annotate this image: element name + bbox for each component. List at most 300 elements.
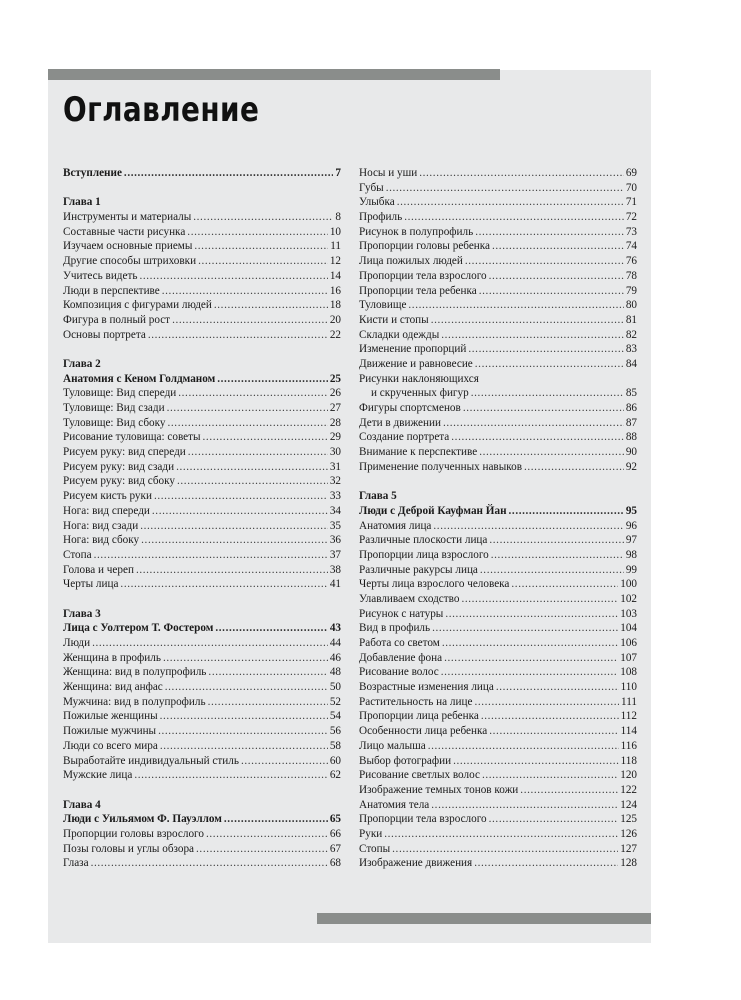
toc-dot-leader xyxy=(392,842,618,857)
toc-dot-leader xyxy=(167,401,328,416)
toc-entry[interactable] xyxy=(359,416,637,431)
toc-entry-title: Улавливаем сходство xyxy=(359,592,460,605)
toc-entry-title: Улыбка xyxy=(359,196,395,209)
toc-entry[interactable] xyxy=(63,812,341,827)
toc-entry-page: 18 xyxy=(329,299,341,312)
toc-entry-page: 74 xyxy=(625,240,637,253)
toc-dot-leader xyxy=(520,783,618,798)
toc-dot-leader xyxy=(172,313,328,328)
toc-entry-title: Женщина: вид анфас xyxy=(63,681,163,694)
toc-entry[interactable] xyxy=(359,313,637,328)
toc-entry-title: Туловище: Вид спереди xyxy=(63,387,177,400)
toc-dot-leader xyxy=(193,210,333,225)
toc-dot-leader xyxy=(465,254,624,269)
toc-entry[interactable] xyxy=(359,533,637,548)
toc-entry[interactable] xyxy=(359,386,637,401)
toc-entry[interactable] xyxy=(63,621,341,636)
toc-dot-leader xyxy=(474,695,619,710)
toc-dot-leader xyxy=(431,798,618,813)
toc-entry[interactable] xyxy=(359,225,637,240)
toc-entry-title: Анатомия лица xyxy=(359,519,432,532)
toc-entry[interactable] xyxy=(63,372,341,387)
toc-entry-title: Рисуем руку: вид сбоку xyxy=(63,475,175,488)
toc-entry-title: Добавление фона xyxy=(359,651,443,664)
toc-entry-title: Учитесь видеть xyxy=(63,269,138,282)
toc-entry[interactable] xyxy=(359,695,637,710)
toc-dot-leader xyxy=(468,342,623,357)
toc-dot-leader xyxy=(215,621,327,636)
toc-entry[interactable] xyxy=(63,166,341,181)
toc-entry-title: Рисунки наклоняющихся xyxy=(359,372,479,385)
toc-entry[interactable] xyxy=(359,254,637,269)
toc-entry-page: 86 xyxy=(625,402,637,414)
toc-entry-page: 97 xyxy=(625,534,637,547)
toc-entry[interactable] xyxy=(359,607,637,622)
toc-entry[interactable] xyxy=(63,298,341,313)
toc-entry-title: Составные части рисунка xyxy=(63,225,186,238)
toc-dot-leader xyxy=(176,460,328,475)
toc-dot-leader xyxy=(188,445,328,460)
toc-entry-page: 78 xyxy=(625,269,637,282)
toc-entry[interactable] xyxy=(63,474,341,489)
toc-entry[interactable] xyxy=(359,401,637,416)
toc-dot-leader xyxy=(214,298,328,313)
toc-entry[interactable] xyxy=(359,269,637,284)
toc-entry-page: 107 xyxy=(620,651,637,664)
toc-entry-page: 46 xyxy=(329,651,341,664)
toc-entry-page: 126 xyxy=(620,827,637,840)
toc-entry-page: 106 xyxy=(620,637,637,649)
toc-entry[interactable] xyxy=(359,460,637,475)
section-gap xyxy=(63,342,341,357)
toc-entry-title: Рисунок в полупрофиль xyxy=(359,225,474,238)
toc-entry-title: Нога: вид сзади xyxy=(63,519,139,532)
toc-entry-page: 68 xyxy=(329,857,341,870)
toc-entry[interactable] xyxy=(359,445,637,460)
toc-entry-page: 124 xyxy=(620,798,637,811)
toc-entry[interactable] xyxy=(359,284,637,299)
toc-entry-title: Носы и уши xyxy=(359,167,418,179)
toc-dot-leader xyxy=(442,636,618,651)
toc-entry-title: Пропорции тела взрослого xyxy=(359,269,487,282)
toc-entry[interactable] xyxy=(359,621,637,636)
toc-entry[interactable] xyxy=(63,430,341,445)
toc-entry-title: Выработайте индивидуальный стиль xyxy=(63,754,239,767)
toc-entry-title: Особенности лица ребенка xyxy=(359,725,488,738)
toc-entry-title: Вступление xyxy=(63,167,122,179)
toc-entry-page: 56 xyxy=(329,725,341,738)
toc-entry-page: 128 xyxy=(620,857,637,870)
toc-entry[interactable] xyxy=(359,239,637,254)
toc-entry-title: Мужские лица xyxy=(63,769,133,782)
toc-entry[interactable] xyxy=(63,460,341,475)
toc-entry[interactable] xyxy=(63,665,341,680)
toc-entry-page: 36 xyxy=(329,534,341,547)
toc-entry-title: Руки xyxy=(359,827,383,840)
toc-entry-title: Голова и череп xyxy=(63,563,134,576)
toc-entry[interactable] xyxy=(359,680,637,695)
toc-right-column xyxy=(359,166,637,871)
toc-entry[interactable] xyxy=(63,636,341,651)
toc-entry[interactable] xyxy=(359,430,637,445)
toc-entry[interactable] xyxy=(359,724,637,739)
toc-entry[interactable] xyxy=(63,856,341,871)
toc-dot-leader xyxy=(481,709,619,724)
toc-entry[interactable] xyxy=(63,239,341,254)
toc-entry[interactable] xyxy=(63,386,341,401)
toc-entry[interactable] xyxy=(359,166,637,181)
toc-entry[interactable] xyxy=(359,739,637,754)
toc-entry-page: 118 xyxy=(620,754,637,767)
toc-entry-title: Другие способы штриховки xyxy=(63,255,197,268)
toc-entry-title: Рисование волос xyxy=(359,666,439,679)
toc-entry[interactable] xyxy=(63,577,341,592)
toc-dot-leader xyxy=(404,210,624,225)
toc-dot-leader xyxy=(94,548,328,563)
toc-entry-page: 96 xyxy=(625,519,637,532)
toc-entry[interactable] xyxy=(63,695,341,710)
toc-entry[interactable] xyxy=(359,372,637,387)
toc-dot-leader xyxy=(203,430,328,445)
toc-dot-leader xyxy=(163,651,328,666)
toc-entry[interactable] xyxy=(63,328,341,343)
toc-entry-page: 79 xyxy=(625,284,637,297)
toc-entry-page: 85 xyxy=(625,387,637,400)
toc-entry-page: 12 xyxy=(329,255,341,268)
toc-entry-title: Лицо малыша xyxy=(359,739,426,752)
toc-entry-title: Лица пожилых людей xyxy=(359,255,463,268)
toc-dot-leader xyxy=(124,166,333,181)
toc-entry[interactable] xyxy=(359,798,637,813)
toc-entry-title: Туловище xyxy=(359,299,407,312)
toc-entry-title: Пропорции лица ребенка xyxy=(359,710,479,723)
toc-entry[interactable] xyxy=(63,489,341,504)
toc-entry[interactable] xyxy=(63,416,341,431)
toc-dot-leader xyxy=(120,577,327,592)
toc-entry-page: 43 xyxy=(329,622,341,635)
toc-entry[interactable] xyxy=(359,812,637,827)
toc-dot-leader xyxy=(194,239,328,254)
toc-entry-title: Пожилые мужчины xyxy=(63,725,157,738)
toc-entry[interactable] xyxy=(63,225,341,240)
toc-entry-page: 108 xyxy=(620,666,637,679)
toc-dot-leader xyxy=(489,533,623,548)
toc-entry-title: Изучаем основные приемы xyxy=(63,240,193,253)
toc-entry[interactable] xyxy=(359,519,637,534)
toc-entry-title: Применение полученных навыков xyxy=(359,460,522,473)
page-title: Оглавление xyxy=(63,90,260,130)
toc-entry[interactable] xyxy=(63,651,341,666)
toc-dot-leader xyxy=(441,665,619,680)
toc-entry[interactable] xyxy=(63,313,341,328)
toc-dot-leader xyxy=(480,563,624,578)
toc-entry-page: 88 xyxy=(625,431,637,444)
toc-entry-title: Движение и равновесие xyxy=(359,357,473,370)
toc-dot-leader xyxy=(471,386,624,401)
toc-dot-leader xyxy=(511,577,618,592)
toc-entry[interactable] xyxy=(63,739,341,754)
toc-entry-title: Рисование светлых волос xyxy=(359,769,480,782)
toc-entry-title: Различные плоскости лица xyxy=(359,534,488,547)
toc-dot-leader xyxy=(474,856,618,871)
toc-entry[interactable] xyxy=(359,842,637,857)
toc-dot-leader xyxy=(91,856,328,871)
toc-entry-page: 35 xyxy=(329,519,341,532)
section-gap xyxy=(359,474,637,489)
toc-dot-leader xyxy=(445,607,618,622)
chapter-heading: Глава 3 xyxy=(63,607,101,620)
toc-left-column xyxy=(63,166,341,871)
toc-entry-title: Анатомия тела xyxy=(359,798,430,811)
toc-entry[interactable] xyxy=(63,842,341,857)
toc-entry-page: 70 xyxy=(625,181,637,194)
toc-dot-leader xyxy=(152,504,328,519)
toc-entry-title: Стопы xyxy=(359,842,391,855)
toc-dot-leader xyxy=(482,768,618,783)
toc-entry-page: 95 xyxy=(625,504,637,517)
chapter-heading: Глава 1 xyxy=(63,196,101,209)
toc-entry-title: Губы xyxy=(359,181,384,194)
toc-entry-page: 114 xyxy=(620,725,637,738)
toc-entry-page: 32 xyxy=(329,475,341,488)
toc-entry-page: 65 xyxy=(329,813,341,826)
toc-entry-title: Женщина: вид в полупрофиль xyxy=(63,666,207,679)
toc-entry-page: 111 xyxy=(621,695,637,708)
section-gap xyxy=(63,783,341,798)
toc-entry-page: 122 xyxy=(620,783,637,796)
toc-entry[interactable] xyxy=(359,563,637,578)
toc-entry-page: 37 xyxy=(329,548,341,561)
toc-dot-leader xyxy=(433,519,623,534)
toc-entry-page: 16 xyxy=(329,284,341,297)
toc-entry[interactable] xyxy=(63,754,341,769)
toc-entry-page: 103 xyxy=(620,607,637,620)
toc-dot-leader xyxy=(198,254,328,269)
toc-dot-leader xyxy=(432,621,618,636)
toc-entry-title: и скрученных фигур xyxy=(371,387,469,400)
toc-entry-page: 7 xyxy=(335,167,341,179)
toc-entry[interactable] xyxy=(63,533,341,548)
toc-entry[interactable] xyxy=(359,651,637,666)
toc-entry-title: Рисунок с натуры xyxy=(359,607,444,620)
chapter-heading: Глава 4 xyxy=(63,798,101,811)
toc-dot-leader xyxy=(168,416,328,431)
toc-entry[interactable] xyxy=(359,548,637,563)
toc-dot-leader xyxy=(453,754,619,769)
toc-entry[interactable] xyxy=(63,254,341,269)
toc-entry-page: 90 xyxy=(625,446,637,459)
toc-entry-title: Рисуем руку: вид спереди xyxy=(63,446,186,459)
toc-entry-page: 69 xyxy=(625,167,637,179)
toc-dot-leader xyxy=(475,225,624,240)
bottom-decorative-bar xyxy=(317,913,651,924)
toc-entry-title: Различные ракурсы лица xyxy=(359,563,478,576)
toc-entry[interactable] xyxy=(63,284,341,299)
toc-entry-page: 76 xyxy=(625,255,637,268)
toc-dot-leader xyxy=(177,474,328,489)
toc-entry[interactable] xyxy=(359,665,637,680)
chapter-heading: Глава 5 xyxy=(359,490,397,503)
toc-entry[interactable] xyxy=(63,768,341,783)
toc-entry-title: Складки одежды xyxy=(359,328,440,341)
toc-entry[interactable] xyxy=(359,298,637,313)
toc-entry-title: Мужчина: вид в полупрофиль xyxy=(63,695,206,708)
toc-entry-page: 104 xyxy=(620,622,637,635)
toc-dot-leader xyxy=(134,768,327,783)
toc-entry-title: Инструменты и материалы xyxy=(63,211,192,224)
toc-entry-page: 10 xyxy=(329,225,341,238)
toc-dot-leader xyxy=(491,548,624,563)
toc-dot-leader xyxy=(141,533,328,548)
toc-entry-page: 67 xyxy=(329,842,341,855)
toc-entry[interactable] xyxy=(63,724,341,739)
toc-dot-leader xyxy=(443,416,624,431)
toc-entry-page: 14 xyxy=(329,269,341,282)
toc-dot-leader xyxy=(408,298,623,313)
toc-entry[interactable] xyxy=(63,401,341,416)
toc-entry-page: 99 xyxy=(625,563,637,576)
toc-entry[interactable] xyxy=(359,783,637,798)
toc-entry-title: Лица с Уолтером Т. Фостером xyxy=(63,622,214,635)
toc-entry[interactable] xyxy=(359,768,637,783)
toc-entry-page: 48 xyxy=(329,666,341,679)
toc-entry[interactable] xyxy=(359,357,637,372)
toc-entry[interactable] xyxy=(359,709,637,724)
toc-entry[interactable] xyxy=(63,709,341,724)
toc-entry[interactable] xyxy=(63,210,341,225)
toc-entry-title: Позы головы и углы обзора xyxy=(63,842,195,855)
section-gap xyxy=(63,181,341,196)
toc-dot-leader xyxy=(479,284,624,299)
toc-entry-title: Кисти и стопы xyxy=(359,313,429,326)
top-decorative-bar xyxy=(48,69,500,80)
toc-dot-leader xyxy=(241,754,328,769)
toc-dot-leader xyxy=(489,724,618,739)
toc-entry-title: Пропорции тела взрослого xyxy=(359,813,487,826)
toc-entry[interactable] xyxy=(63,269,341,284)
toc-entry-title: Основы портрета xyxy=(63,328,146,341)
toc-dot-leader xyxy=(509,504,624,519)
toc-entry-title: Композиция с фигурами людей xyxy=(63,299,212,312)
toc-entry-page: 28 xyxy=(329,416,341,429)
toc-entry-title: Рисуем кисть руки xyxy=(63,490,152,503)
toc-entry[interactable] xyxy=(359,827,637,842)
toc-entry[interactable] xyxy=(359,504,637,519)
toc-dot-leader xyxy=(428,739,619,754)
toc-entry-page: 84 xyxy=(625,357,637,370)
toc-entry-title: Нога: вид спереди xyxy=(63,504,150,517)
toc-entry-page: 102 xyxy=(620,592,637,605)
toc-entry-title: Выбор фотографии xyxy=(359,754,452,767)
toc-entry-title: Дети в движении xyxy=(359,416,441,429)
toc-dot-leader xyxy=(140,519,328,534)
toc-entry-page: 83 xyxy=(625,343,637,356)
toc-entry-page: 26 xyxy=(329,387,341,400)
toc-entry-page: 80 xyxy=(625,299,637,312)
toc-entry[interactable] xyxy=(63,680,341,695)
toc-entry[interactable] xyxy=(359,856,637,871)
toc-entry-page: 54 xyxy=(329,710,341,723)
toc-entry-title: Черты лица взрослого человека xyxy=(359,578,510,591)
toc-entry-title: Возрастные изменения лица xyxy=(359,681,494,694)
toc-entry-title: Пропорции головы взрослого xyxy=(63,827,204,840)
toc-entry[interactable] xyxy=(63,563,341,578)
toc-entry-title: Изображение движения xyxy=(359,857,473,870)
toc-entry-title: Туловище: Вид сбоку xyxy=(63,416,166,429)
toc-entry[interactable] xyxy=(359,636,637,651)
toc-entry-page: 127 xyxy=(620,842,637,855)
toc-entry[interactable] xyxy=(359,754,637,769)
toc-entry-page: 62 xyxy=(329,769,341,782)
toc-entry-page: 27 xyxy=(329,402,341,414)
section-gap xyxy=(63,592,341,607)
toc-dot-leader xyxy=(208,665,327,680)
toc-entry-title: Растительность на лице xyxy=(359,695,473,708)
toc-entry-title: Люди со всего мира xyxy=(63,739,158,752)
toc-dot-leader xyxy=(431,313,624,328)
toc-dot-leader xyxy=(441,328,624,343)
toc-entry-page: 50 xyxy=(329,681,341,694)
toc-entry[interactable] xyxy=(63,519,341,534)
toc-entry[interactable] xyxy=(359,577,637,592)
toc-dot-leader xyxy=(154,489,328,504)
toc-entry-page: 22 xyxy=(329,328,341,341)
toc-entry[interactable] xyxy=(63,548,341,563)
toc-entry[interactable] xyxy=(359,342,637,357)
toc-entry-page: 87 xyxy=(625,416,637,429)
toc-dot-leader xyxy=(148,328,328,343)
toc-entry-title: Пропорции лица взрослого xyxy=(359,548,489,561)
toc-entry-page: 25 xyxy=(329,372,341,385)
toc-entry[interactable] xyxy=(359,210,637,225)
toc-entry-title: Изменение пропорций xyxy=(359,343,467,356)
toc-entry-title: Люди с Деброй Кауфман Йан xyxy=(359,504,507,517)
toc-entry[interactable] xyxy=(359,328,637,343)
toc-dot-leader xyxy=(217,372,328,387)
toc-entry-title: Нога: вид сбоку xyxy=(63,534,140,547)
toc-entry[interactable] xyxy=(63,504,341,519)
toc-entry-title: Черты лица xyxy=(63,578,119,591)
toc-dot-leader xyxy=(461,592,618,607)
toc-entry-page: 110 xyxy=(620,681,637,694)
toc-dot-leader xyxy=(489,812,619,827)
toc-entry-page: 52 xyxy=(329,695,341,708)
toc-entry-page: 100 xyxy=(620,578,637,591)
toc-dot-leader xyxy=(187,225,328,240)
toc-entry[interactable] xyxy=(359,181,637,196)
toc-dot-leader xyxy=(158,724,328,739)
toc-dot-leader xyxy=(136,563,328,578)
toc-dot-leader xyxy=(92,636,328,651)
toc-dot-leader xyxy=(475,357,624,372)
toc-entry[interactable] xyxy=(63,827,341,842)
toc-dot-leader xyxy=(206,827,328,842)
toc-entry-page: 98 xyxy=(625,548,637,561)
toc-entry-page: 30 xyxy=(329,446,341,459)
toc-dot-leader xyxy=(139,269,327,284)
toc-entry[interactable] xyxy=(359,592,637,607)
toc-entry[interactable] xyxy=(63,445,341,460)
toc-entry-title: Фигуры спортсменов xyxy=(359,402,461,414)
toc-entry-page: 92 xyxy=(625,460,637,473)
toc-dot-leader xyxy=(489,269,624,284)
toc-entry[interactable] xyxy=(359,195,637,210)
toc-dot-leader xyxy=(384,827,618,842)
toc-entry-title: Создание портрета xyxy=(359,431,450,444)
toc-entry-page: 82 xyxy=(625,328,637,341)
toc-entry-page: 38 xyxy=(329,563,341,576)
toc-entry-page: 116 xyxy=(620,739,637,752)
